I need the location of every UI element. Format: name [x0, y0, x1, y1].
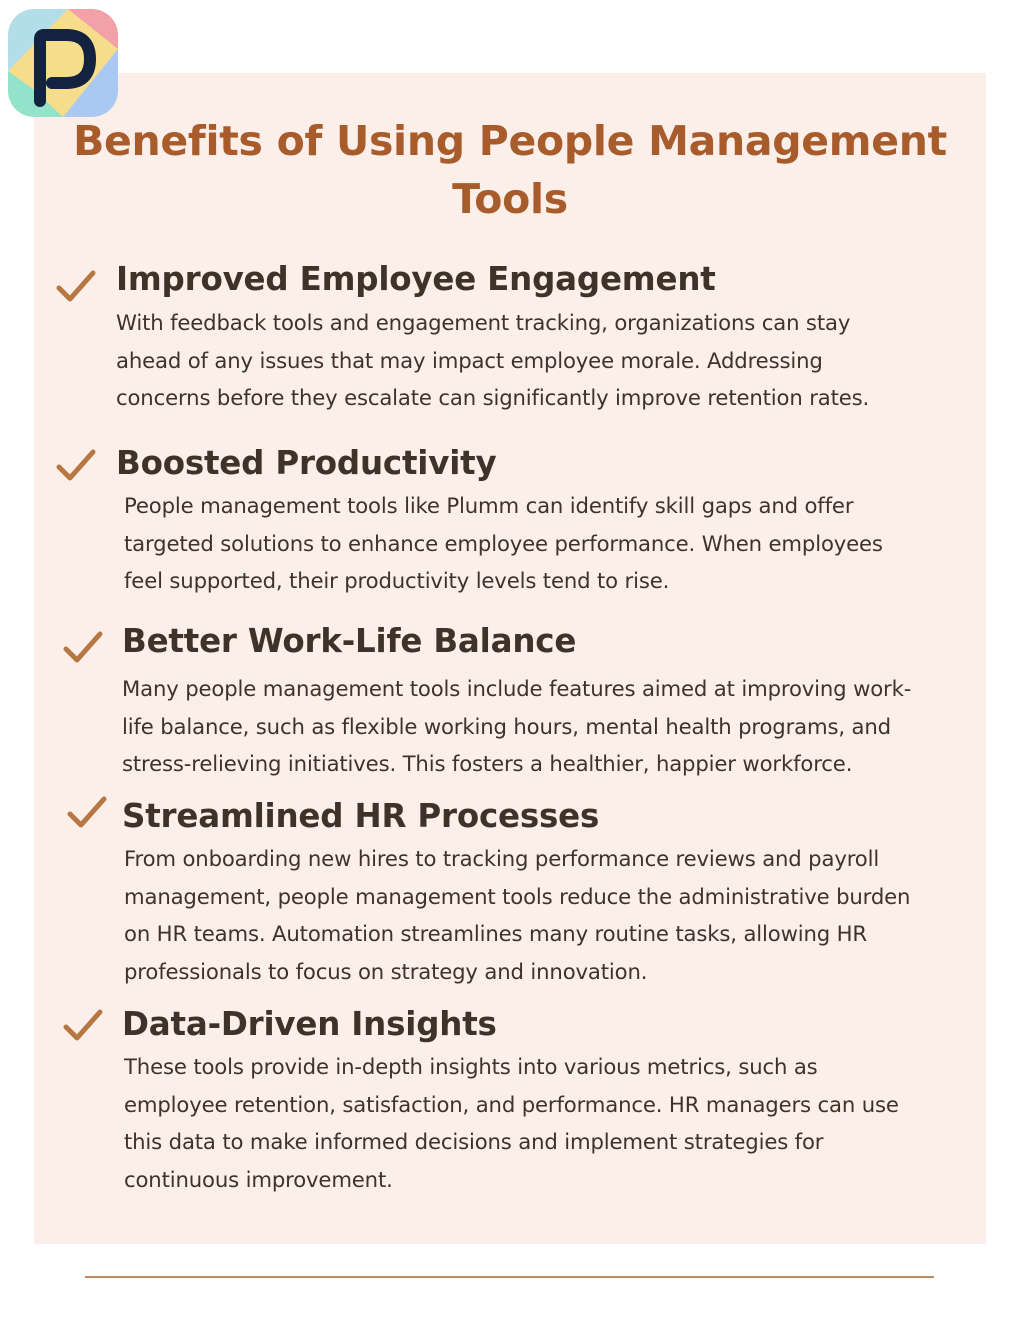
- description-line: feel supported, their productivity levels tend to rise.: [124, 568, 670, 594]
- benefit-description: [116, 304, 869, 417]
- footer-divider: [85, 1276, 934, 1278]
- description-line: ahead of any issues that may impact employee morale. Addressing: [116, 347, 823, 373]
- benefit-description: [124, 1048, 899, 1199]
- description-line: targeted solutions to enhance employee performance. When employees: [124, 530, 883, 556]
- description-line: From onboarding new hires to tracking performance reviews and payroll: [124, 846, 880, 871]
- logo-icon: [8, 9, 118, 117]
- check-icon: [66, 795, 108, 831]
- benefit-heading: Improved Employee Engagement: [116, 260, 716, 298]
- benefit-description: [124, 840, 910, 991]
- description-line: These tools provide in-depth insights into various metrics, such as: [124, 1054, 818, 1079]
- benefit-heading: Streamlined HR Processes: [122, 797, 600, 835]
- page-title: Benefits of Using People Management Tools: [73, 117, 947, 223]
- description-line: employee retention, satisfaction, and performance. HR managers can use: [124, 1091, 899, 1117]
- benefit-description: [124, 487, 883, 600]
- benefit-heading: Boosted Productivity: [116, 444, 497, 482]
- description-line: stress-relieving initiatives. This fosters a healthier, happier workforce.: [122, 751, 853, 777]
- check-icon: [62, 1008, 104, 1044]
- description-line: management, people management tools reduce the administrative burden: [124, 883, 911, 909]
- description-line: professionals to focus on strategy and innovation.: [124, 959, 648, 985]
- benefit-heading: Data-Driven Insights: [122, 1005, 497, 1043]
- brand-logo[interactable]: [8, 9, 118, 117]
- description-line: continuous improvement.: [124, 1167, 393, 1193]
- description-line: life balance, such as flexible working hours, mental health programs, and: [122, 713, 891, 739]
- description-line: concerns before they escalate can significantly improve retention rates.: [116, 385, 870, 411]
- check-icon: [55, 269, 97, 305]
- description-line: With feedback tools and engagement tracking, organizations can stay: [116, 310, 851, 335]
- description-line: Many people management tools include features aimed at improving work-: [122, 676, 912, 701]
- check-icon: [55, 448, 97, 484]
- description-line: on HR teams. Automation streamlines many routine tasks, allowing HR: [124, 921, 867, 947]
- description-line: this data to make informed decisions and implement strategies for: [124, 1129, 824, 1155]
- check-icon: [62, 630, 104, 666]
- benefit-heading: Better Work-Life Balance: [122, 622, 577, 660]
- benefit-description: [122, 670, 911, 783]
- description-line: People management tools like Plumm can identify skill gaps and offer: [124, 493, 854, 518]
